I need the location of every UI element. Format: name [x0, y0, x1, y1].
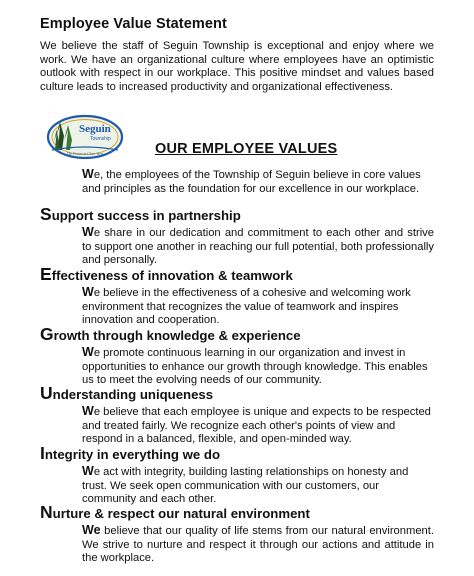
value-title	[40, 504, 434, 522]
value-title-text: ntegrity in everything we do	[44, 447, 221, 462]
value-desc-text: e share in our dedication and commitment to each other and strive to support one another in reaching our full potential, both professionally and personally.	[82, 227, 435, 267]
value-title	[40, 266, 434, 284]
value-title-text: nderstanding uniqueness	[52, 387, 214, 402]
value-desc-first: W	[82, 404, 94, 418]
logo-tagline: The Future in Clear View	[66, 152, 104, 156]
intro-paragraph: We believe the staff of Seguin Township is exceptional and enjoy where we work. We have an organizational culture where employees have an optimistic outlook with respect in our workplace. This positive mindset and values based culture leads to increased productivity and organizational effectiveness.	[40, 40, 434, 93]
value-support	[40, 206, 434, 268]
logo-name: Seguin	[79, 123, 111, 135]
value-desc-text: e promote continuous learning in our organization and invest in opportunities to enhance our growth through knowledge. This enables us to meet the evolving needs of our community.	[82, 347, 428, 387]
value-desc-first: W	[82, 225, 94, 239]
value-desc-text: e act with integrity, building lasting relationships on honesty and trust. We seek open communication with our customers, our community and each other.	[82, 466, 409, 506]
value-understanding	[40, 385, 434, 447]
values-intro-first: W	[82, 167, 94, 181]
value-nurture	[40, 504, 434, 566]
value-initial: U	[40, 383, 53, 403]
value-desc-first: We	[82, 523, 101, 537]
value-description	[82, 465, 434, 507]
value-description	[82, 226, 434, 268]
document-title: Employee Value Statement	[40, 16, 227, 32]
value-effectiveness	[40, 266, 434, 328]
values-intro	[82, 168, 434, 196]
value-title	[40, 385, 434, 403]
value-title	[40, 206, 434, 224]
value-title-text: rowth through knowledge & experience	[53, 328, 301, 343]
value-desc-first: W	[82, 345, 94, 359]
value-desc-text: believe that our quality of life stems from our natural environment. We strive to nurture and respect it through our actions and attitude in the workplace.	[82, 525, 434, 565]
value-description	[82, 346, 434, 388]
value-title	[40, 445, 434, 463]
seguin-township-logo	[46, 114, 124, 160]
values-intro-text: e, the employees of the Township of Seguin believe in core values and principles as the foundation for our excellence in our workplace.	[82, 169, 421, 195]
value-growth	[40, 326, 434, 388]
value-description	[82, 286, 434, 328]
value-desc-first: W	[82, 285, 94, 299]
value-desc-text: e believe in the effectiveness of a cohesive and welcoming work environment that recognizes the value of teamwork and inspires innovation and cooperation.	[82, 287, 411, 327]
value-desc-text: e believe that each employee is unique and expects to be respected and treated fairly. We recognize each other's points of view and respond in a balanced, flexible, and open-minded way.	[82, 406, 431, 446]
value-initial: E	[40, 264, 52, 284]
value-initial: N	[40, 502, 53, 522]
value-title-text: urture & respect our natural environment	[52, 506, 310, 521]
logo-subtitle: Township	[90, 136, 111, 142]
value-title	[40, 326, 434, 344]
value-initial: S	[40, 204, 52, 224]
values-heading: OUR EMPLOYEE VALUES	[155, 141, 338, 157]
value-description	[82, 524, 434, 566]
value-title-text: ffectiveness of innovation & teamwork	[51, 268, 293, 283]
value-initial: I	[40, 443, 45, 463]
value-desc-first: W	[82, 464, 94, 478]
value-integrity	[40, 445, 434, 507]
value-title-text: upport success in partnership	[51, 208, 241, 223]
value-initial: G	[40, 324, 54, 344]
value-description	[82, 405, 434, 447]
